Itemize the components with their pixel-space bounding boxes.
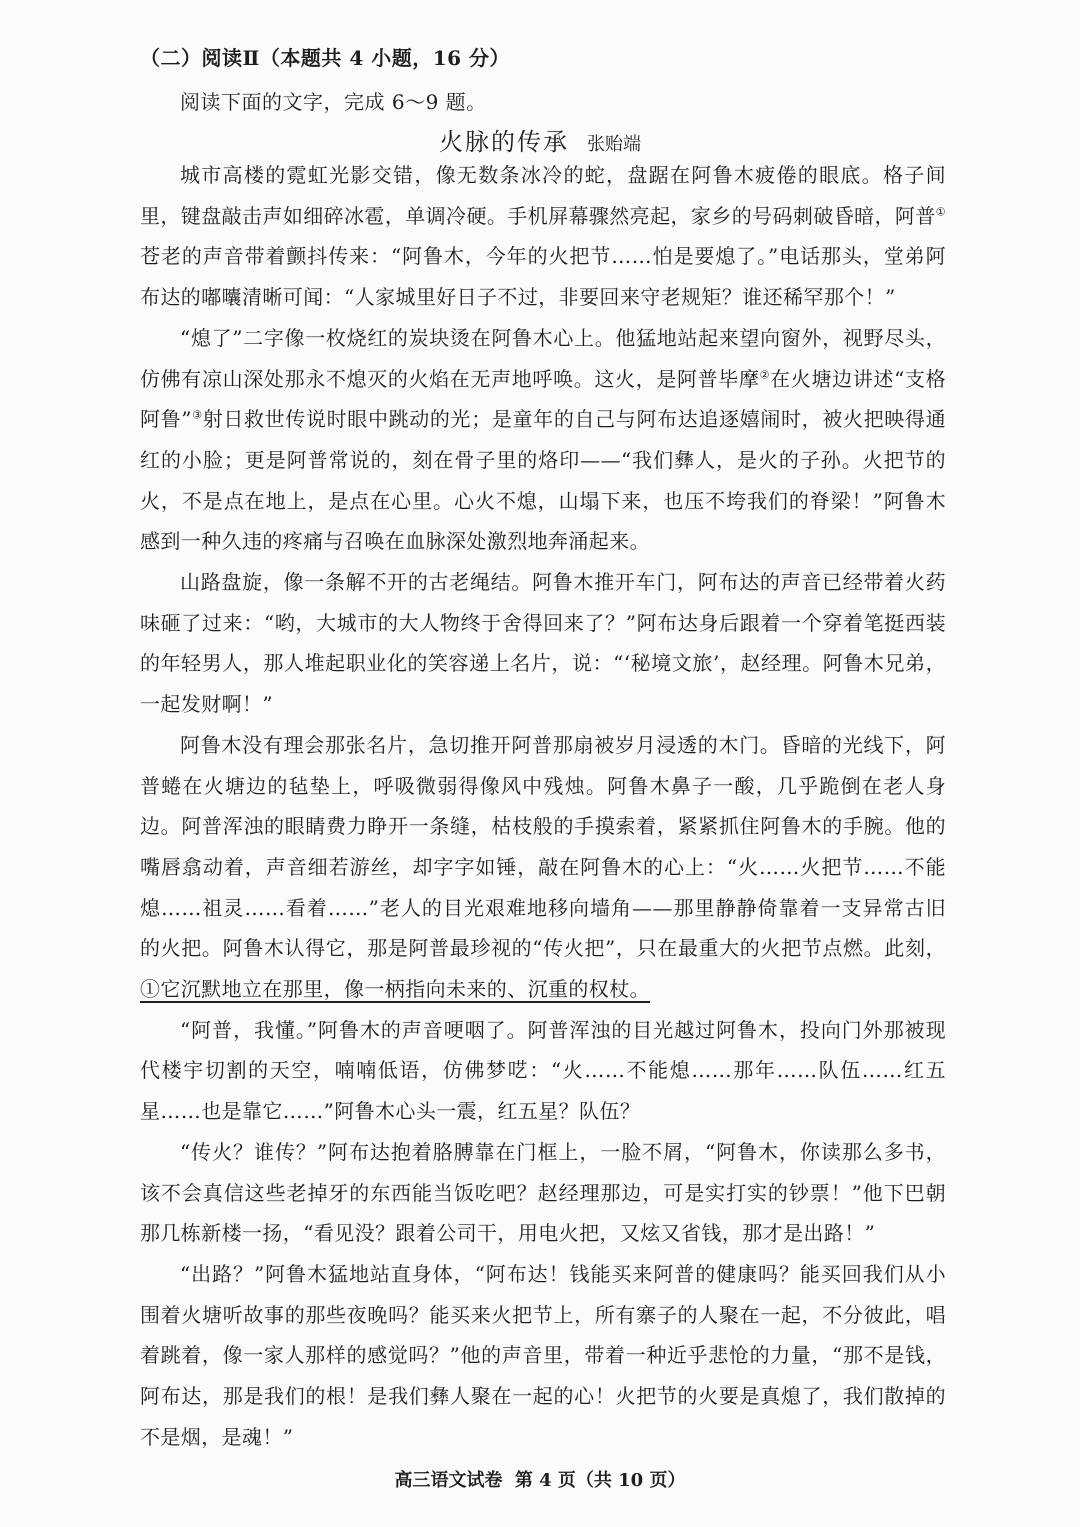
- paragraph-2: “熄了”二字像一枚烧红的炭块烫在阿鲁木心上。他猛地站起来望向窗外，视野尽头，仿佛有凉山深处那永不熄灭的火焰在无声地呼唤。这火，是阿普毕摩②在火塘边讲述“支格阿鲁”③射日救世传说时眼中跳动的光；是童年的自己与阿布达追逐嬉闹时，被火把映得通红的小脸；更是阿普常说的，刻在骨子里的烙印——“我们彝人，是火的子孙。火把节的火，不是点在地上，是点在心里。心火不熄，山塌下来，也压不垮我们的脊梁！”阿鲁木感到一种久违的疼痛与召唤在血脉深处激烈地奔涌起来。: [140, 325, 946, 554]
- article-author: 张贻端: [587, 134, 641, 155]
- paragraph-3: 山路盘旋，像一条解不开的古老绳结。阿鲁木推开车门，阿布达的声音已经带着火药味砸了过来：“哟，大城市的大人物终于舍得回来了？”阿布达身后跟着一个穿着笔挺西装的年轻男人，那人堆起职业化的笑容递上名片，说：“‘秘境文旅’，赵经理。阿鲁木兄弟，一起发财啊！”: [140, 570, 946, 717]
- page-footer: [0, 1466, 1080, 1492]
- paragraph-1: 城市高楼的霓虹光影交错，像无数条冰冷的蛇，盘踞在阿鲁木疲倦的眼底。格子间里，键盘敲击声如细碎冰雹，单调冷硬。手机屏幕骤然亮起，家乡的号码刺破昏暗，阿普①苍老的声音带着颤抖传来：“阿鲁木，今年的火把节……怕是要熄了。”电话那头，堂弟阿布达的嘟囔清晰可闻：“人家城里好日子不过，非要回来守老规矩？谁还稀罕那个！”: [140, 163, 946, 310]
- article-body: [140, 155, 946, 1458]
- section-header: （二）阅读Ⅱ（本题共 4 小题，16 分）: [140, 46, 510, 70]
- article-title: 火脉的传承: [439, 128, 569, 156]
- footnote-mark-3: ③: [191, 408, 203, 422]
- footnote-mark-2: ②: [759, 367, 771, 381]
- footnote-mark-1: ①: [935, 205, 946, 219]
- paragraph-5: “阿普，我懂。”阿鲁木的声音哽咽了。阿普浑浊的目光越过阿鲁木，投向门外那被现代楼宇切割的天空，喃喃低语，仿佛梦呓：“火……不能熄……那年……队伍……红五星……也是靠它……”阿鲁木心头一震，红五星？队伍？: [140, 1017, 946, 1124]
- article-title-row: [0, 122, 1080, 157]
- footer-page-number: 第 4 页（共 10 页）: [514, 1470, 686, 1491]
- paragraph-7: “出路？”阿鲁木猛地站直身体，“阿布达！钱能买来阿普的健康吗？能买回我们从小围着火塘听故事的那些夜晚吗？能买来火把节上，所有寨子的人聚在一起，不分彼此，唱着跳着，像一家人那样的感觉吗？”他的声音里，带着一种近乎悲怆的力量，“那不是钱，阿布达，那是我们的根！是我们彝人聚在一起的心！火把节的火要是真熄了，我们散掉的不是烟，是魂！”: [140, 1261, 946, 1449]
- instruction-text: 阅读下面的文字，完成 6～9 题。: [180, 90, 487, 114]
- paragraph-6: “传火？谁传？”阿布达抱着胳膊靠在门框上，一脸不屑，“阿鲁木，你读那么多书，该不会真信这些老掉牙的东西能当饭吃吧？赵经理那边，可是实打实的钞票！”他下巴朝那几栋新楼一扬，“看见没？跟着公司干，用电火把，又炫又省钱，那才是出路！”: [140, 1139, 946, 1246]
- underlined-sentence-1: ①它沉默地立在那里，像一柄指向未来的、沉重的权杖。: [140, 977, 650, 1002]
- paragraph-4: 阿鲁木没有理会那张名片，急切推开阿普那扇被岁月浸透的木门。昏暗的光线下，阿普蜷在火塘边的毡垫上，呼吸微弱得像风中残烛。阿鲁木鼻子一酸，几乎跪倒在老人身边。阿普浑浊的眼睛费力睁开一条缝，枯枝般的手摸索着，紧紧抓住阿鲁木的手腕。他的嘴唇翕动着，声音细若游丝，却字字如锤，敲在阿鲁木的心上：“火……火把节……不能熄……祖灵……看着……”老人的目光艰难地移向墙角——那里静静倚靠着一支异常古旧的火把。阿鲁木认得它，那是阿普最珍视的“传火把”，只在最重大的火把节点燃。此刻，①它沉默地立在那里，像一柄指向未来的、沉重的权杖。: [140, 732, 946, 1002]
- footer-subject: 高三语文试卷: [394, 1470, 503, 1491]
